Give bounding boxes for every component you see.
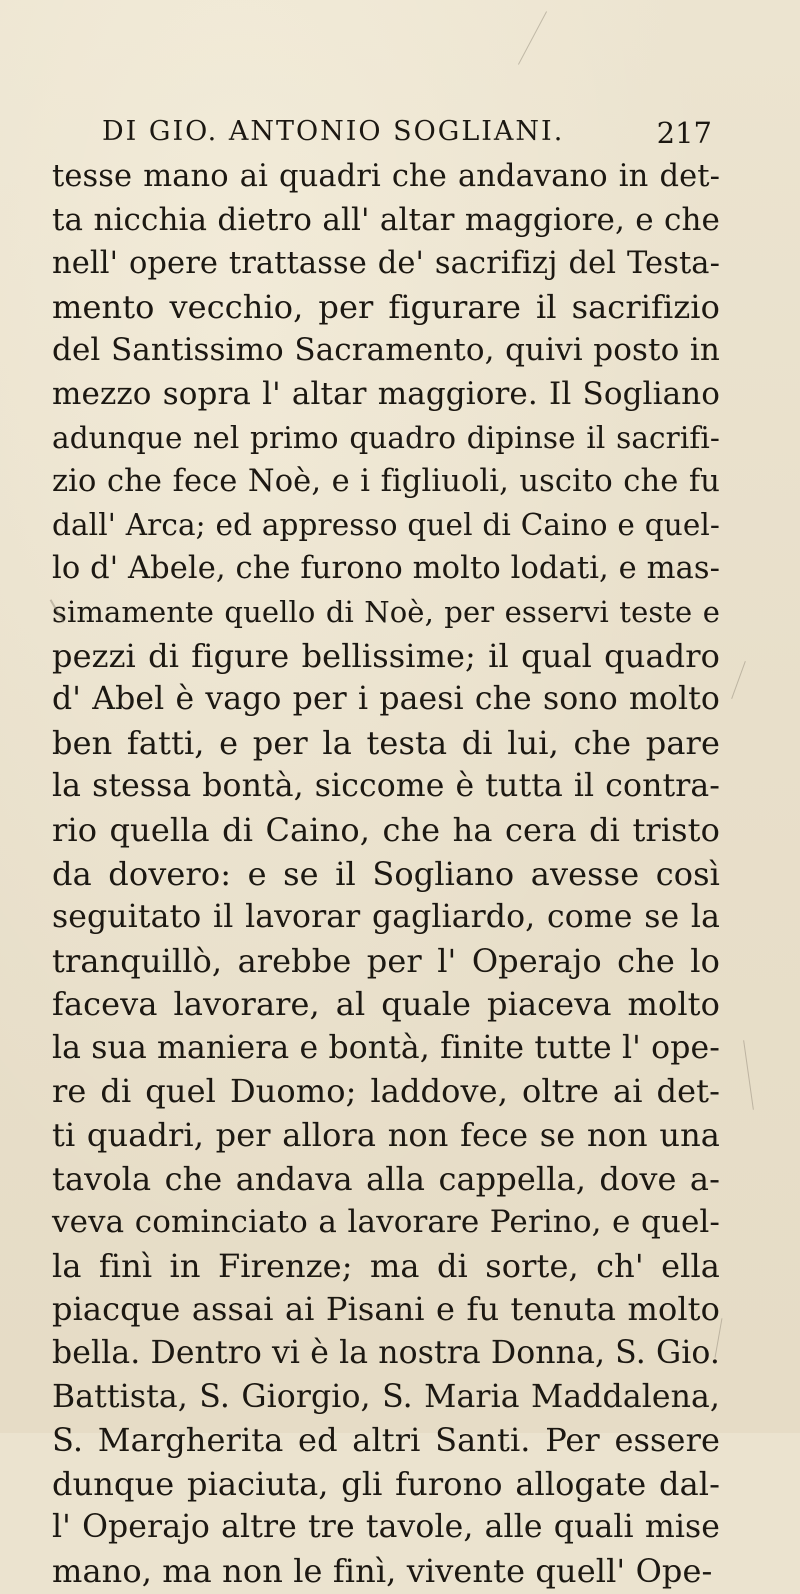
paper-mark — [731, 661, 746, 699]
text-line: nell' opere trattasse de' sacrifizj del Testa- — [52, 246, 720, 282]
text-line: dall' Arca; ed appresso quel di Caino e quel- — [52, 507, 720, 542]
text-line: rio quella di Caino, che ha cera di tristo — [52, 810, 720, 849]
paper-mark — [743, 1040, 754, 1109]
text-line: la sua maniera e bontà, finite tutte l' ope- — [52, 1029, 720, 1066]
text-line: seguitato il lavorar gagliardo, come se la — [52, 899, 720, 936]
text-line: tavola che andava alla cappella, dove a- — [52, 1159, 720, 1198]
text-line: veva cominciato a lavorare Perino, e quel- — [52, 1204, 720, 1241]
text-line: del Santissimo Sacramento, quivi posto in — [52, 332, 720, 369]
text-line: tranquillò, arebbe per l' Operajo che lo — [52, 941, 720, 980]
text-line: pezzi di figure bellissime; il qual quadro — [52, 636, 720, 675]
text-line: simamente quello di Noè, per esservi teste e — [52, 594, 720, 629]
text-line: re di quel Duomo; laddove, oltre ai det- — [52, 1072, 720, 1111]
text-line: d' Abel è vago per i paesi che sono molto — [52, 681, 720, 718]
running-head — [100, 112, 712, 152]
text-line: tesse mano ai quadri che andavano in det- — [52, 159, 720, 194]
text-line: l' Operajo altre tre tavole, alle quali mise — [52, 1509, 720, 1546]
body-text — [52, 155, 720, 1594]
text-line: da dovero: e se il Sogliano avesse così — [52, 854, 720, 893]
running-title: DI GIO. ANTONIO SOGLIANI. — [102, 116, 565, 147]
text-line: adunque nel primo quadro dipinse il sacrifi- — [52, 420, 720, 455]
text-line: mento vecchio, per figurare il sacrifizio — [52, 287, 720, 326]
text-line: mano, ma non le finì, vivente quell' Ope- — [52, 1552, 713, 1590]
text-line: bella. Dentro vi è la nostra Donna, S. Gio. — [52, 1335, 721, 1372]
text-line: S. Margherita ed altri Santi. Per essere — [52, 1421, 720, 1460]
text-line: Battista, S. Giorgio, S. Maria Maddalena, — [52, 1378, 720, 1415]
paper-mark — [518, 11, 547, 64]
text-line: zio che fece Noè, e i figliuoli, uscito che fu — [52, 464, 720, 500]
text-line: ben fatti, e per la testa di lui, che pare — [52, 723, 720, 762]
text-line: lo d' Abele, che furono molto lodati, e mas- — [52, 551, 721, 587]
text-line: dunque piaciuta, gli furono allogate dal- — [52, 1464, 720, 1503]
text-line: ta nicchia dietro all' altar maggiore, e che — [52, 201, 720, 238]
text-line: ti quadri, per allora non fece se non una — [52, 1116, 720, 1155]
text-line: piacque assai ai Pisani e fu tenuta molto — [52, 1290, 720, 1329]
text-line: la finì in Firenze; ma di sorte, ch' ella — [52, 1246, 720, 1285]
text-line: la stessa bontà, siccome è tutta il contra- — [52, 768, 720, 805]
text-line: mezzo sopra l' altar maggiore. Il Sogliano — [52, 375, 720, 412]
text-line: faceva lavorare, al quale piaceva molto — [52, 985, 720, 1024]
page-number: 217 — [656, 116, 712, 150]
